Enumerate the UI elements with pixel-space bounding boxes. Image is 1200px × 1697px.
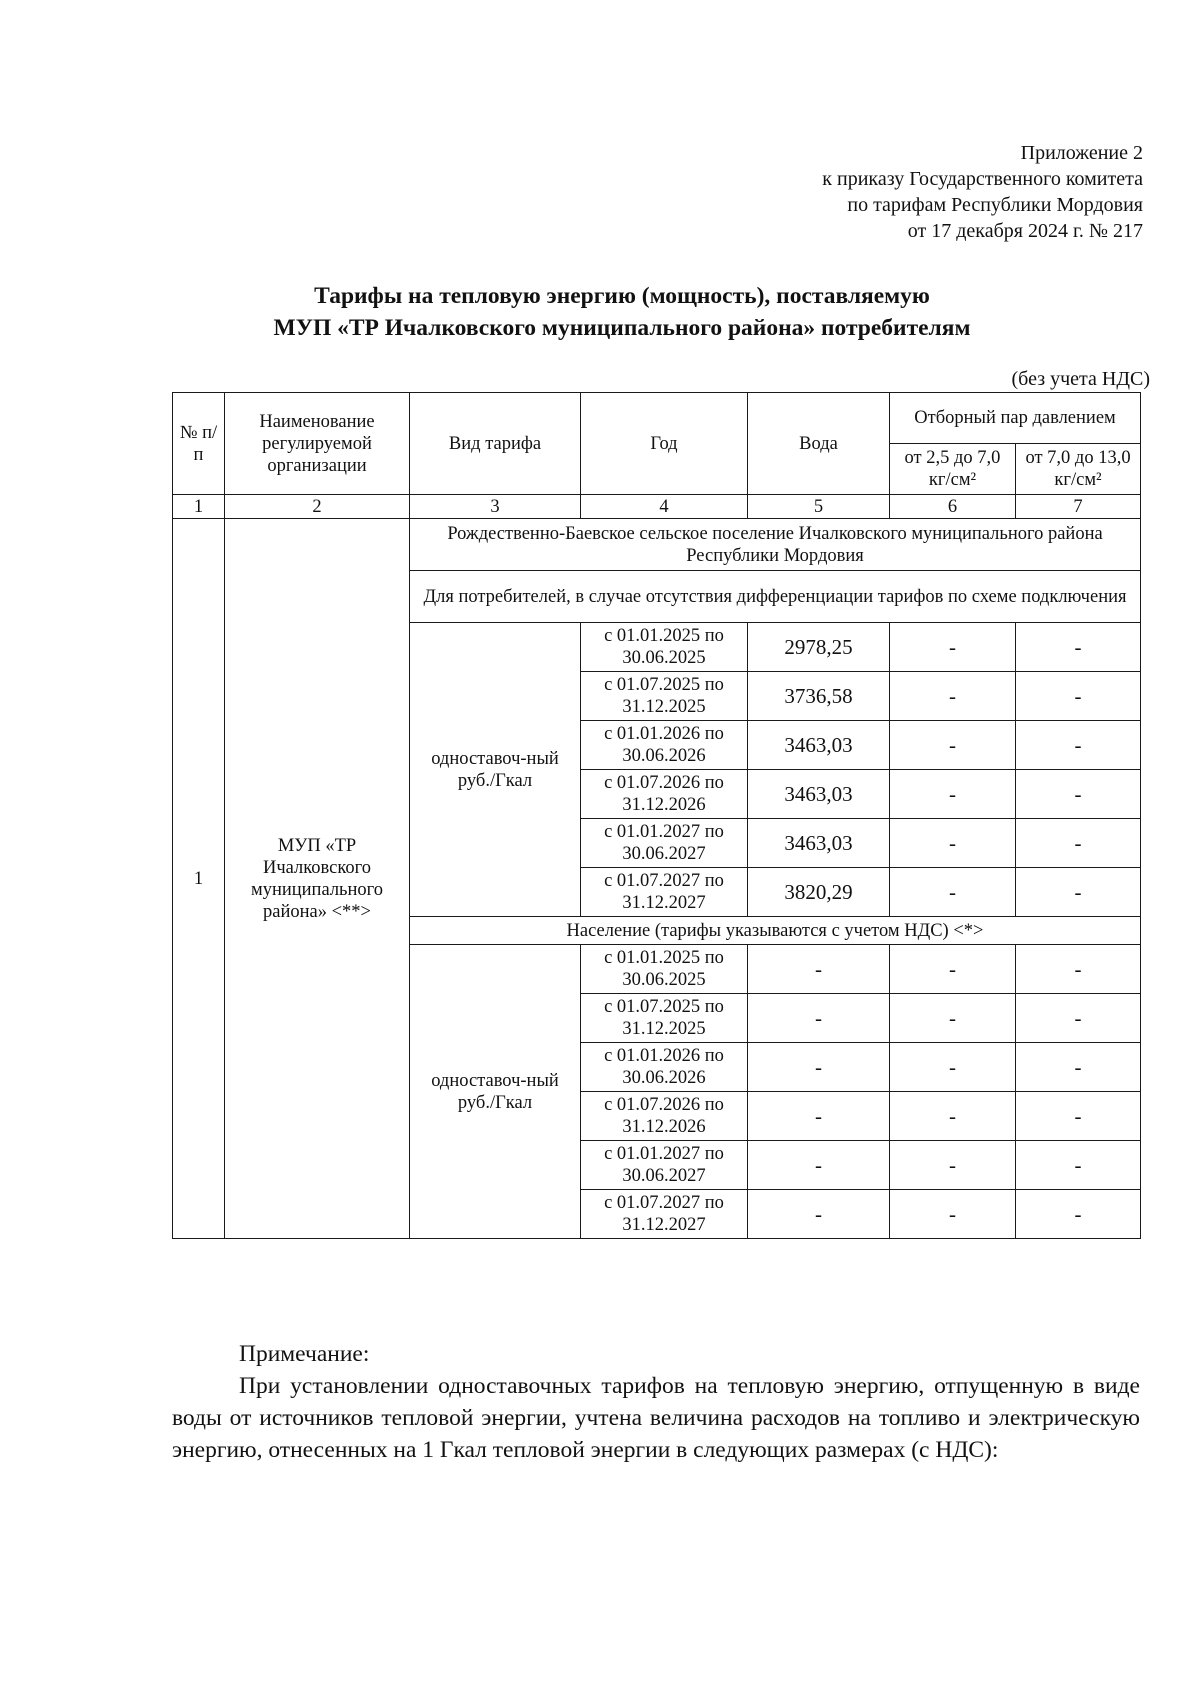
steam-low-tariff: - <box>890 994 1016 1043</box>
water-tariff: - <box>748 1043 890 1092</box>
group-title-consumers: Для потребителей, в случае отсутствия дифференциации тарифов по схеме подключения <box>410 571 1141 623</box>
column-number: 3 <box>410 495 581 519</box>
steam-low-tariff: - <box>890 819 1016 868</box>
annex-line: к приказу Государственного комитета <box>822 168 1143 190</box>
organization-name: МУП «ТР Ичалковского муниципального района» <**> <box>225 519 410 1239</box>
document-title <box>172 280 1072 344</box>
steam-low-tariff: - <box>890 770 1016 819</box>
steam-high-tariff: - <box>1016 994 1141 1043</box>
steam-high-tariff: - <box>1016 819 1141 868</box>
period-cell: с 01.07.2027 по 31.12.2027 <box>581 868 748 917</box>
water-tariff: 3463,03 <box>748 721 890 770</box>
header-steam-low: от 2,5 до 7,0 кг/см² <box>890 444 1016 495</box>
steam-high-tariff: - <box>1016 1043 1141 1092</box>
steam-low-tariff: - <box>890 1141 1016 1190</box>
period-cell: с 01.01.2027 по 30.06.2027 <box>581 1141 748 1190</box>
period-cell: с 01.07.2026 по 31.12.2026 <box>581 1092 748 1141</box>
period-cell: с 01.07.2025 по 31.12.2025 <box>581 994 748 1043</box>
annex-line: Приложение 2 <box>1020 142 1143 164</box>
period-cell: с 01.07.2026 по 31.12.2026 <box>581 770 748 819</box>
period-cell: с 01.01.2026 по 30.06.2026 <box>581 721 748 770</box>
period-cell: с 01.01.2025 по 30.06.2025 <box>581 945 748 994</box>
steam-high-tariff: - <box>1016 1141 1141 1190</box>
water-tariff: 3463,03 <box>748 819 890 868</box>
steam-high-tariff: - <box>1016 868 1141 917</box>
steam-low-tariff: - <box>890 623 1016 672</box>
period-cell: с 01.01.2025 по 30.06.2025 <box>581 623 748 672</box>
steam-high-tariff: - <box>1016 1092 1141 1141</box>
notes-label: Примечание: <box>239 1341 370 1367</box>
column-number: 7 <box>1016 495 1141 519</box>
water-tariff: - <box>748 1190 890 1239</box>
period-cell: с 01.07.2025 по 31.12.2025 <box>581 672 748 721</box>
vat-note: (без учета НДС) <box>1011 368 1150 390</box>
group-title-population: Население (тарифы указываются с учетом НДС) <*> <box>410 917 1141 945</box>
header-tariff-type: Вид тарифа <box>410 393 581 495</box>
settlement-name: Рождественно-Баевское сельское поселение Ичалковского муниципального района Республики Мордовия <box>410 519 1141 571</box>
row-number: 1 <box>173 519 225 1239</box>
header-year: Год <box>581 393 748 495</box>
column-number: 2 <box>225 495 410 519</box>
header-steam: Отборный пар давлением <box>890 393 1141 444</box>
notes-paragraph: При установлении одноставочных тарифов на тепловую энергию, отпущенную в виде воды от источников тепловой энергии, учтена величина расходов на топливо и электрическую энергию, отнесенных на 1 Гкал тепловой энергии в следующих размерах (с НДС): <box>172 1373 1140 1463</box>
period-cell: с 01.01.2026 по 30.06.2026 <box>581 1043 748 1092</box>
water-tariff: - <box>748 1092 890 1141</box>
steam-low-tariff: - <box>890 672 1016 721</box>
steam-low-tariff: - <box>890 945 1016 994</box>
tariff-type-cell: одноставоч-ный руб./Гкал <box>410 623 581 917</box>
steam-low-tariff: - <box>890 1092 1016 1141</box>
steam-low-tariff: - <box>890 1043 1016 1092</box>
steam-high-tariff: - <box>1016 1190 1141 1239</box>
steam-low-tariff: - <box>890 1190 1016 1239</box>
tariff-type-cell: одноставоч-ный руб./Гкал <box>410 945 581 1239</box>
header-water: Вода <box>748 393 890 495</box>
annex-line: по тарифам Республики Мордовия <box>847 194 1143 216</box>
water-tariff: - <box>748 1141 890 1190</box>
annex-line: от 17 декабря 2024 г. № 217 <box>907 220 1143 242</box>
water-tariff: 3463,03 <box>748 770 890 819</box>
water-tariff: 2978,25 <box>748 623 890 672</box>
steam-low-tariff: - <box>890 721 1016 770</box>
period-cell: с 01.01.2027 по 30.06.2027 <box>581 819 748 868</box>
steam-high-tariff: - <box>1016 721 1141 770</box>
notes-section <box>172 1338 1140 1466</box>
period-cell: с 01.07.2027 по 31.12.2027 <box>581 1190 748 1239</box>
annex-block <box>543 140 1143 244</box>
water-tariff: 3736,58 <box>748 672 890 721</box>
water-tariff: - <box>748 945 890 994</box>
header-num: № п/п <box>173 393 225 495</box>
title-line: МУП «ТР Ичалковского муниципального района» потребителям <box>273 315 971 341</box>
column-number: 1 <box>173 495 225 519</box>
water-tariff: - <box>748 994 890 1043</box>
header-org: Наименование регулируемой организации <box>225 393 410 495</box>
steam-high-tariff: - <box>1016 770 1141 819</box>
header-steam-high: от 7,0 до 13,0 кг/см² <box>1016 444 1141 495</box>
column-number: 6 <box>890 495 1016 519</box>
water-tariff: 3820,29 <box>748 868 890 917</box>
steam-high-tariff: - <box>1016 672 1141 721</box>
title-line: Тарифы на тепловую энергию (мощность), поставляемую <box>314 283 930 309</box>
column-number: 4 <box>581 495 748 519</box>
tariffs-table <box>172 392 1141 1239</box>
steam-high-tariff: - <box>1016 945 1141 994</box>
steam-low-tariff: - <box>890 868 1016 917</box>
steam-high-tariff: - <box>1016 623 1141 672</box>
column-number: 5 <box>748 495 890 519</box>
